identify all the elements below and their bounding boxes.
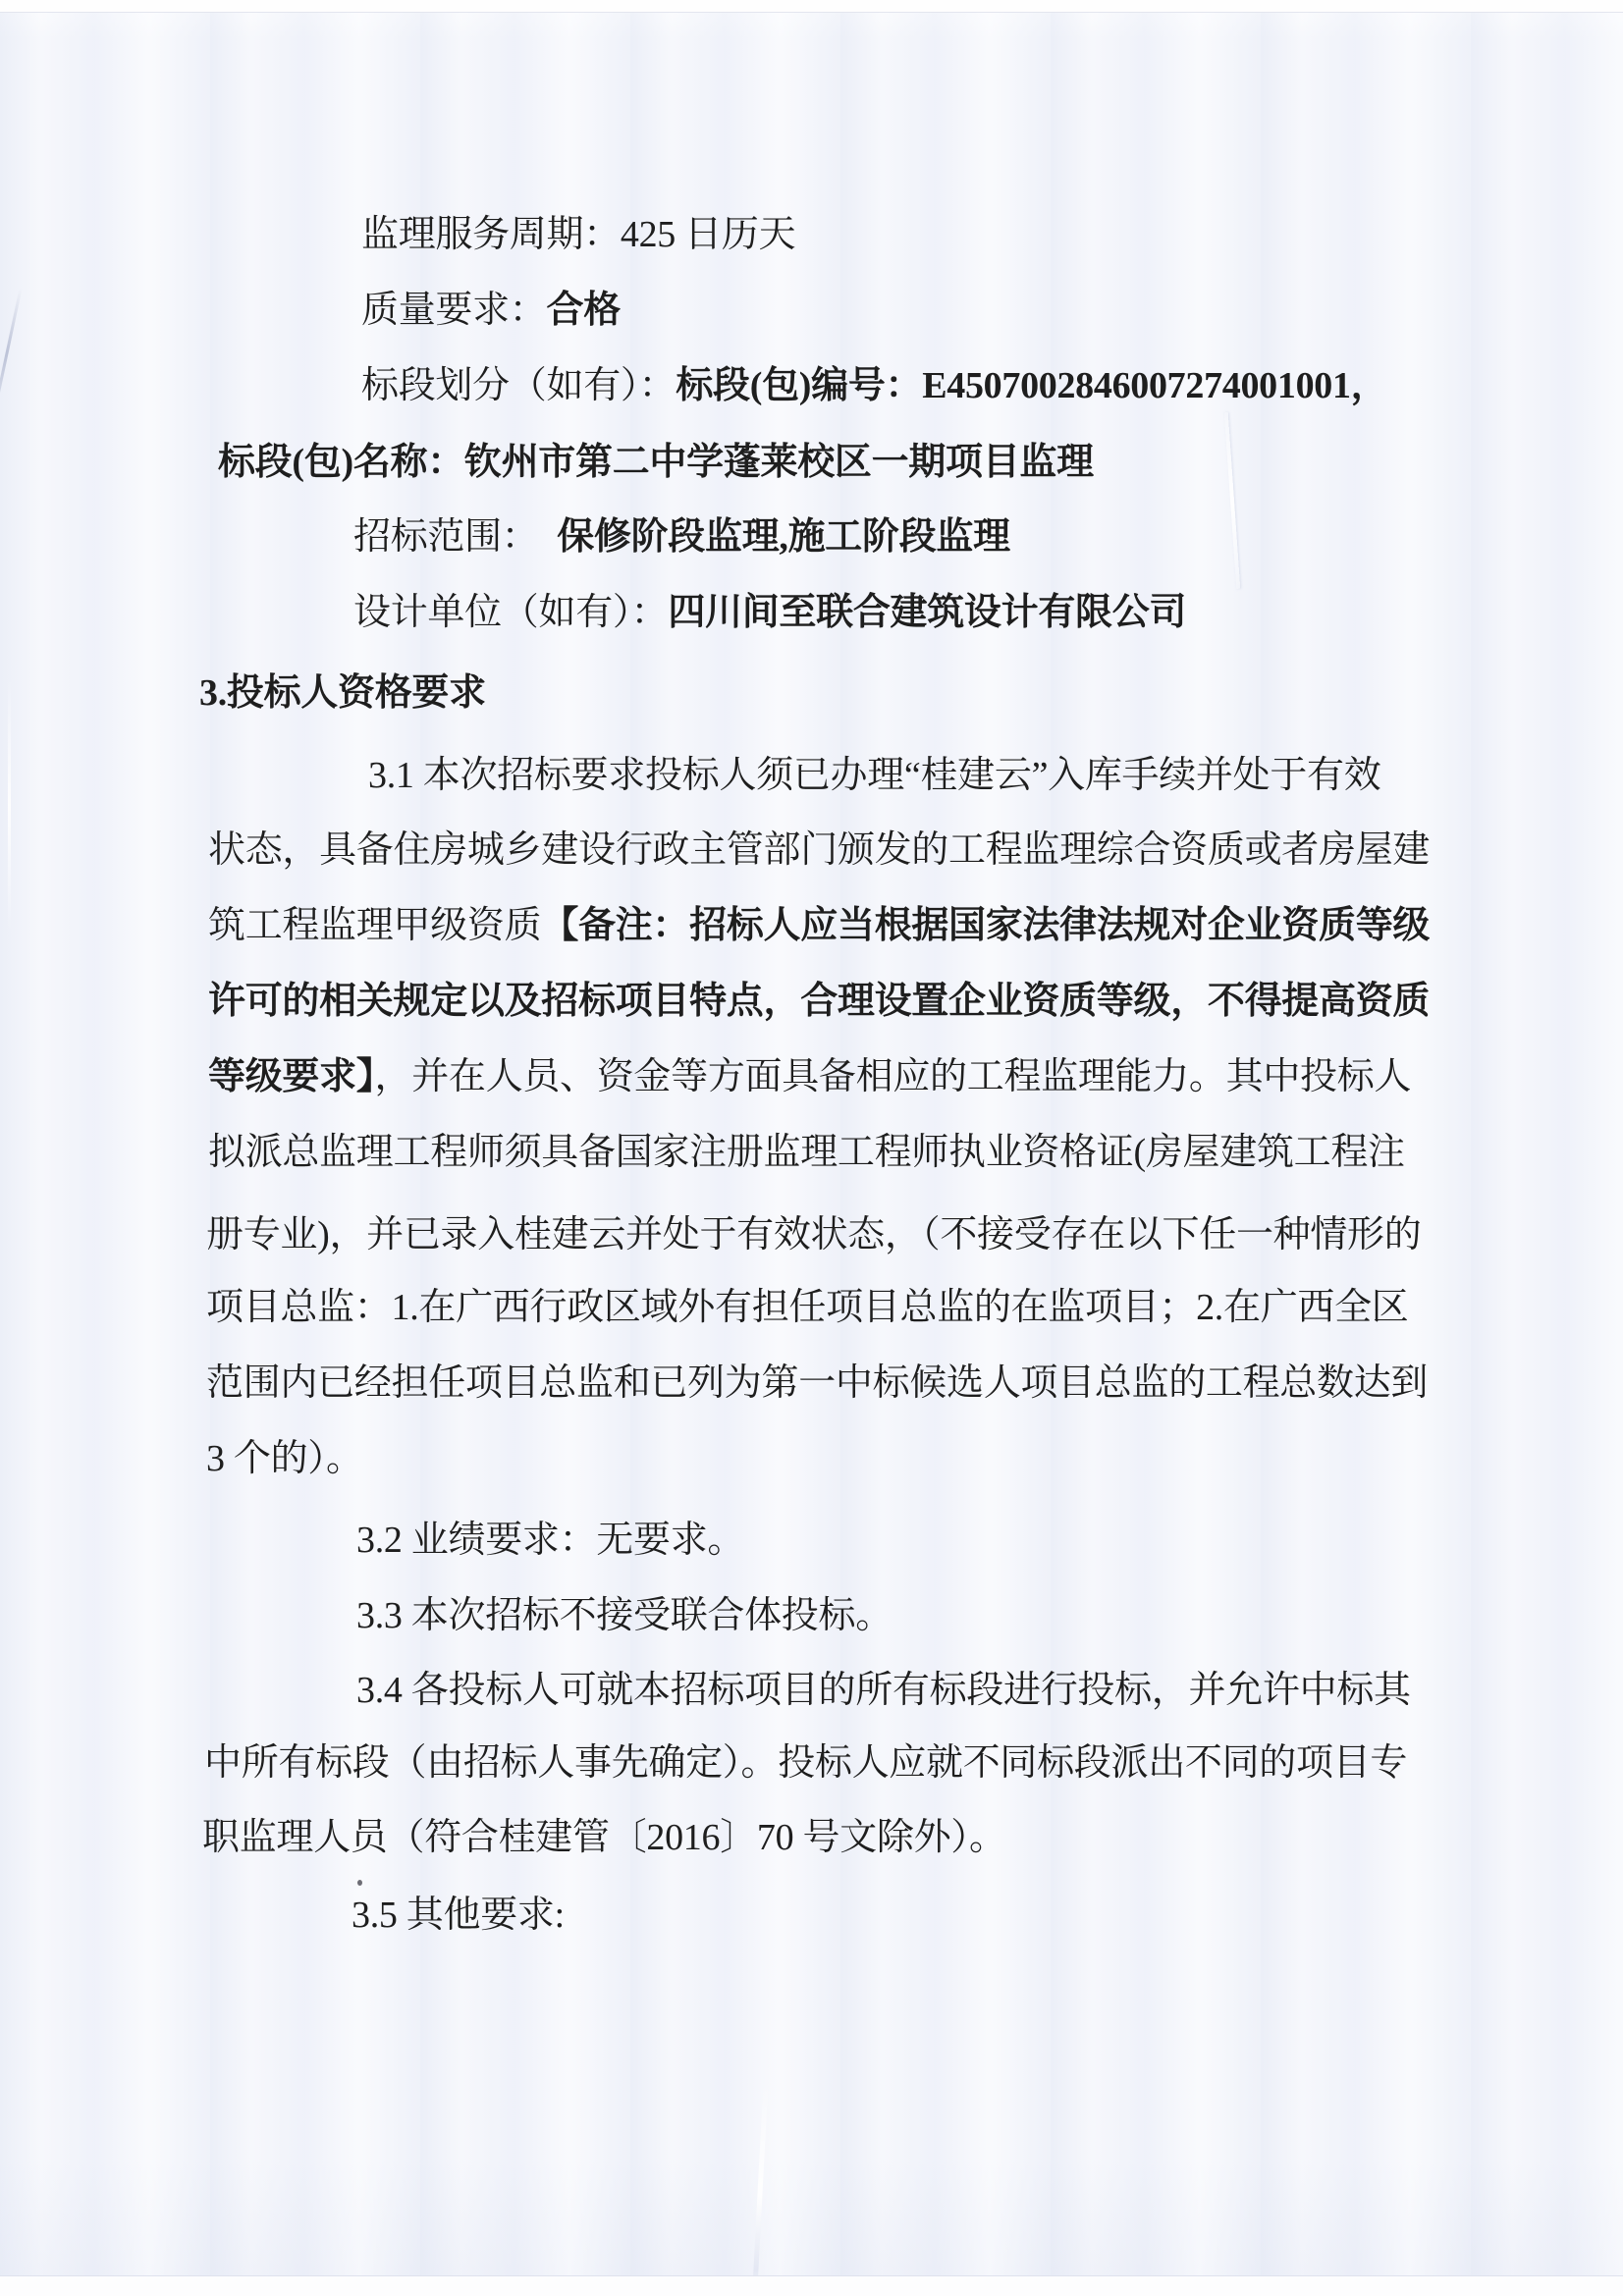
doc-heading-bidder-qualification <box>199 670 486 716</box>
doc-line-3-4-end <box>202 1815 1006 1860</box>
doc-line-3-2 <box>356 1518 744 1563</box>
doc-line-3-1-cont <box>208 1130 1405 1175</box>
doc-line-supervision-period <box>361 212 795 257</box>
text-run: 册专业)，并已录入桂建云并处于有效状态，（不接受存在以下任一种情形的 <box>206 1214 1422 1255</box>
doc-line-3-1-cont <box>206 1361 1428 1406</box>
doc-line-3-4 <box>356 1668 1411 1713</box>
text-run: 状态，具备住房城乡建设行政主管部门颁发的工程监理综合资质或者房屋建 <box>208 829 1431 871</box>
text-run: 设计单位（如有）： <box>353 592 669 633</box>
text-run-bold: 合格 <box>546 290 621 331</box>
doc-line-3-1-cont <box>206 1212 1421 1257</box>
text-run: 拟派总监理工程师须具备国家注册监理工程师执业资格证(房屋建筑工程注 <box>208 1132 1405 1173</box>
paper-crease <box>1224 412 1241 589</box>
doc-line-3-1-end <box>206 1436 363 1481</box>
scan-edge-top <box>0 0 1623 13</box>
doc-line-section-division <box>361 363 1387 408</box>
text-run-bold: 许可的相关规定以及招标项目特点，合理设置企业资质等级，不得提高资质 <box>208 981 1431 1022</box>
text-run: 3.3 本次招标不接受联合体投标。 <box>356 1595 893 1636</box>
doc-line-3-5 <box>352 1893 565 1938</box>
paper-crease <box>0 288 23 432</box>
text-run: 职监理人员（符合桂建管〔2016〕70 号文除外）。 <box>202 1817 1006 1858</box>
text-run-bold: 保修阶段监理,施工阶段监理 <box>557 516 1010 558</box>
text-run: 3 个的）。 <box>206 1438 363 1479</box>
doc-line-3-4-cont <box>204 1740 1407 1786</box>
doc-line-3-1-cont <box>208 828 1430 873</box>
text-run-bold: 【备注：招标人应当根据国家法律法规对企业资质等级 <box>541 905 1431 946</box>
paper-crease <box>8 677 11 933</box>
text-run: 3.1 本次招标要求投标人须已办理“桂建云”入库手续并处于有效 <box>368 755 1381 796</box>
doc-line-tender-scope <box>353 514 1010 560</box>
text-run: 标段划分（如有）： <box>361 365 676 406</box>
doc-line-3-1-note-end <box>208 1054 1411 1099</box>
text-run: 3.4 各投标人可就本招标项目的所有标段进行投标，并允许中标其 <box>356 1670 1411 1711</box>
doc-line-3-1-note <box>208 979 1430 1024</box>
text-run: 质量要求： <box>361 290 547 331</box>
doc-line-3-1 <box>368 753 1380 798</box>
text-run: ，并在人员、资金等方面具备相应的工程监理能力。其中投标人 <box>374 1056 1412 1097</box>
stray-ink-dot <box>357 1880 362 1886</box>
doc-line-3-1-cont <box>208 903 1430 948</box>
doc-line-section-name <box>218 440 1094 485</box>
text-run: 范围内已经担任项目总监和已列为第一中标候选人项目总监的工程总数达到 <box>206 1362 1429 1404</box>
text-run: 项目总监：1.在广西行政区域外有担任项目总监的在监项目；2.在广西全区 <box>206 1287 1409 1328</box>
text-run: 监理服务周期：425 日历天 <box>361 214 796 255</box>
paper-crease <box>753 2081 769 2287</box>
text-run-bold: 标段(包)名称：钦州市第二中学蓬莱校区一期项目监理 <box>218 442 1094 483</box>
text-run: 3.5 其他要求: <box>352 1895 565 1936</box>
text-run: 中所有标段（由招标人事先确定）。投标人应就不同标段派出不同的项目专 <box>204 1742 1408 1784</box>
text-run-bold: 3.投标人资格要求 <box>199 672 486 714</box>
scan-edge-bottom <box>0 2275 1623 2296</box>
text-run-bold: 四川间至联合建筑设计有限公司 <box>668 592 1187 633</box>
text-run-bold: 标段(包)编号：E4507002846007274001001， <box>676 365 1388 406</box>
text-run: 招标范围： <box>353 516 558 558</box>
doc-line-quality-requirement <box>361 288 621 333</box>
doc-line-design-unit <box>353 590 1186 635</box>
doc-line-3-3 <box>356 1593 893 1638</box>
text-run: 3.2 业绩要求：无要求。 <box>356 1520 745 1561</box>
text-run: 筑工程监理甲级资质 <box>208 905 542 946</box>
text-run-bold: 等级要求】 <box>208 1056 375 1097</box>
doc-line-3-1-cont <box>206 1285 1409 1330</box>
